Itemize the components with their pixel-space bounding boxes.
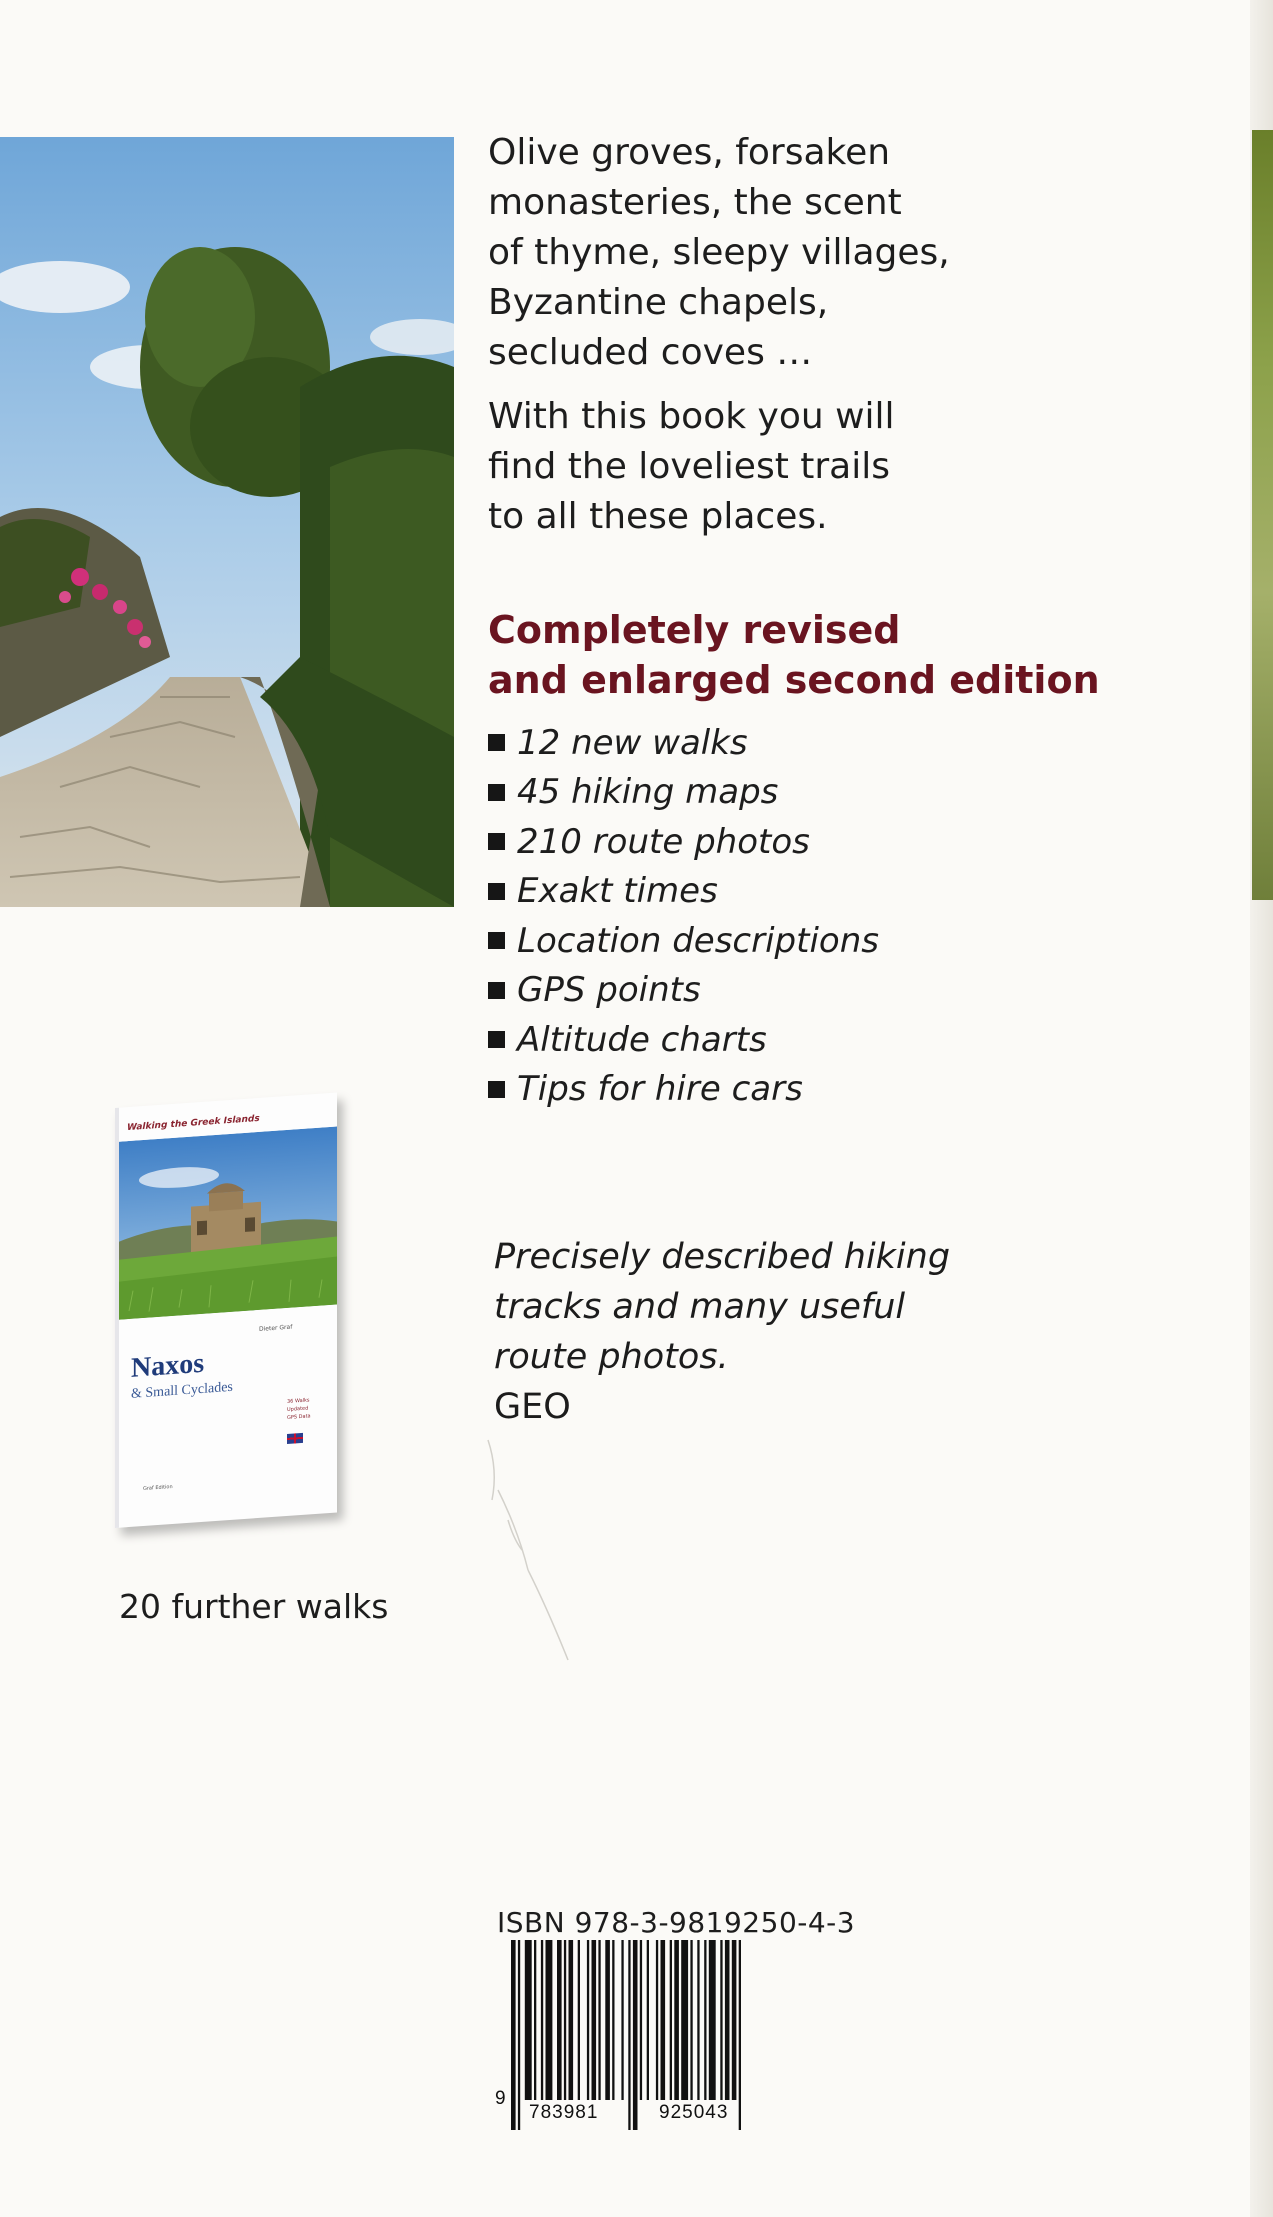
barcode-bar	[621, 1940, 623, 2100]
cover-subtitle: & Small Cyclades	[131, 1379, 233, 1402]
intro-line: to all these places.	[488, 496, 828, 537]
intro-line: With this book you will	[488, 396, 895, 437]
quote-line: tracks and many useful	[494, 1287, 906, 1327]
square-bullet-icon	[488, 833, 505, 850]
barcode-bar	[564, 1940, 566, 2100]
feature-label: Tips for hire cars	[517, 1069, 803, 1110]
square-bullet-icon	[488, 1081, 505, 1098]
edition-heading-line: and enlarged second edition	[488, 658, 1100, 702]
barcode-bar	[541, 1940, 543, 2100]
barcode-bar	[661, 1940, 666, 2100]
feature-label: 210 route photos	[517, 821, 810, 862]
barcode-bar	[628, 1940, 630, 2130]
barcode-left-digits: 783981	[529, 2102, 599, 2123]
feature-label: 45 hiking maps	[517, 772, 779, 813]
square-bullet-icon	[488, 932, 505, 949]
quote-line: route photos.	[494, 1337, 729, 1377]
barcode-bar	[518, 1940, 520, 2130]
intro-line: find the loveliest trails	[488, 446, 890, 487]
uk-flag-icon	[287, 1433, 303, 1444]
barcode-bar	[674, 1940, 679, 2100]
barcode-bar	[578, 1940, 580, 2100]
square-bullet-icon	[488, 982, 505, 999]
cover-chapel-photo	[119, 1126, 337, 1319]
trail-photo	[0, 137, 454, 907]
barcode-bar	[612, 1940, 614, 2100]
intro-line: secluded coves …	[488, 332, 813, 373]
barcode-bar	[525, 1940, 532, 2100]
square-bullet-icon	[488, 1031, 505, 1048]
barcode-bar	[587, 1940, 589, 2100]
cover-facts	[287, 1396, 311, 1422]
barcode-bar	[656, 1940, 658, 2100]
barcode-bar	[511, 1940, 516, 2130]
quote-source: GEO	[494, 1387, 571, 1427]
cover-publisher: Graf Edition	[143, 1483, 173, 1493]
scan-smudge	[478, 1430, 588, 1670]
isbn-number: ISBN 978-3-9819250-4-3	[497, 1906, 856, 1939]
square-bullet-icon	[488, 784, 505, 801]
feature-item	[488, 966, 1048, 1016]
edition-heading	[488, 605, 1108, 705]
feature-item	[488, 1065, 1048, 1115]
barcode-bar	[534, 1940, 536, 2100]
barcode-bar	[598, 1940, 600, 2100]
feature-item	[488, 817, 1048, 867]
feature-item	[488, 867, 1048, 917]
cover-fact: Updated	[287, 1405, 309, 1413]
cover-author: Dieter Graf	[259, 1323, 293, 1333]
intro-paragraph-1	[488, 128, 1048, 378]
barcode-bar	[709, 1940, 716, 2100]
intro-text	[488, 128, 1048, 556]
barcode-bar	[633, 1940, 638, 2130]
barcode-bar	[704, 1940, 706, 2100]
barcode-bar	[592, 1940, 597, 2100]
square-bullet-icon	[488, 734, 505, 751]
edition-heading-line: Completely revised	[488, 608, 901, 652]
barcode-bar	[546, 1940, 553, 2100]
barcode-bar	[725, 1940, 730, 2100]
feature-item	[488, 718, 1048, 768]
cover-fact: 36 Walks	[287, 1397, 310, 1405]
feature-label: GPS points	[517, 970, 701, 1011]
barcode-bar	[670, 1940, 672, 2100]
barcode-bar	[640, 1940, 642, 2100]
cover-fact: GPS Data	[287, 1413, 311, 1421]
barcode-right-digits: 925043	[659, 2102, 729, 2123]
intro-line: Olive groves, forsaken	[488, 132, 891, 173]
intro-line: Byzantine chapels,	[488, 282, 829, 323]
feature-label: Altitude charts	[517, 1019, 767, 1060]
feature-item	[488, 916, 1048, 966]
barcode-bar	[557, 1940, 562, 2100]
barcode-bar	[739, 1940, 741, 2130]
feature-item	[488, 768, 1048, 818]
further-walks-caption: 20 further walks	[119, 1587, 389, 1626]
barcode-bar	[697, 1940, 699, 2100]
barcode-bar	[681, 1940, 688, 2100]
barcode-bar	[605, 1940, 610, 2100]
intro-paragraph-2	[488, 392, 1048, 542]
barcode-bar	[732, 1940, 737, 2100]
barcode-bar	[647, 1940, 649, 2100]
feature-label: 12 new walks	[517, 722, 748, 763]
quote-line: Precisely described hiking	[494, 1237, 951, 1277]
square-bullet-icon	[488, 883, 505, 900]
barcode-first-digit: 9	[495, 2088, 506, 2109]
cover-title: Naxos	[131, 1347, 205, 1384]
barcode-bar	[690, 1940, 692, 2100]
feature-list	[488, 718, 1048, 1114]
feature-item	[488, 1015, 1048, 1065]
adjacent-page-photo	[1252, 130, 1273, 900]
review-quote	[494, 1232, 1014, 1432]
barcode-bar	[720, 1940, 722, 2100]
intro-line: of thyme, sleepy villages,	[488, 232, 950, 273]
barcode-bar	[569, 1940, 574, 2100]
intro-line: monasteries, the scent	[488, 182, 902, 223]
barcode	[495, 1938, 815, 2132]
cover-series-title: Walking the Greek Islands	[127, 1113, 260, 1134]
previous-book-cover	[115, 1092, 337, 1528]
feature-label: Location descriptions	[517, 920, 879, 961]
feature-label: Exakt times	[517, 871, 718, 912]
